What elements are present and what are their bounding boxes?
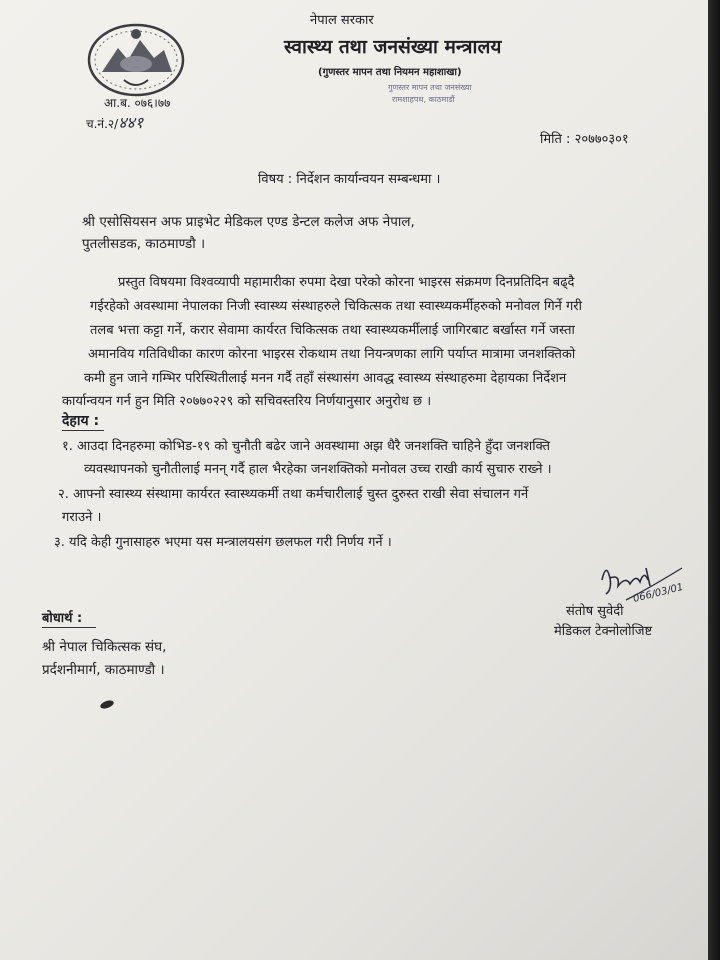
nepal-emblem-icon [84, 20, 188, 100]
cc-underline [42, 627, 96, 628]
ink-spot [99, 699, 115, 710]
body-line: कमी हुन जाने गम्भिर परिस्थितीलाई मनन गर्दै तहाँ संस्थासंग आवद्ध स्वास्थ्य संस्थाहरुमा देहायका निर्देशन [84, 371, 567, 386]
office-stamp [386, 80, 486, 106]
body-line: तलब भत्ता कट्टा गर्ने, करार सेवामा कार्यरत चिकित्सक तथा स्वास्थ्यकर्मीलाई जागिरबाट बर्खास्त गर्ने जस्ता [90, 323, 575, 338]
letter-date: मिति : २०७७०३०१ [540, 132, 629, 147]
body-line: प्रस्तुत विषयमा विश्वव्यापी महामारीका रुपमा देखा परेको कोरना भाइरस संक्रमण दिनप्रतिदिन बढ्दै [118, 275, 575, 290]
cc-label: बोधार्थ : [42, 611, 83, 626]
ministry-heading: स्वास्थ्य तथा जनसंख्या मन्त्रालय [284, 36, 502, 58]
directive-line: १. आउदा दिनहरुमा कोभिड-१९ को चुनौती बढेर जाने अवस्थामा अझ धैरै जनशक्ति चाहिने हुँदा जनशक्ति [62, 439, 551, 454]
division-heading: (गुणस्तर मापन तथा नियमन महाशाखा) [318, 67, 462, 78]
body-line: गईरहेको अवस्थामा नेपालका निजी स्वास्थ्य संस्थाहरुले चिकित्सक तथा स्वास्थ्यकर्मीहरुको मनोवल गिर्ने गरी [90, 299, 582, 314]
signatory-name: संतोष सुवेदी [566, 604, 624, 619]
section-underline [62, 430, 104, 431]
background-edge [708, 0, 720, 960]
svg-text:066/03/01: 066/03/01 [632, 581, 685, 605]
signatory-title: मेडिकल टेक्नोलोजिष्ट [554, 624, 653, 639]
section-heading: देहाय : [62, 413, 100, 429]
directive-line: व्यवस्थापनको चुनौतीलाई मनन् गर्दै हाल भैरहेका जनशक्तिको मनोवल उच्च राखी कार्य सुचारु राख्ने । [84, 462, 552, 477]
handwritten-signature [596, 560, 688, 606]
directive-line: गराउने । [62, 510, 102, 525]
directive-line: २. आफ्नो स्वास्थ्य संस्थामा कार्यरत स्वास्थ्यकर्मी तथा कर्मचारीलाई चुस्त दुरुस्त राखी सेवा संचालन गर्ने [58, 487, 529, 502]
directive-line: ३. यदि केही गुनासाहरु भएमा यस मन्त्रालयसंग छलफल गरी निर्णय गर्ने । [54, 535, 392, 550]
body-line: कार्यान्वयन गर्न हुन मिति २०७७०२२९ को सचिवस्तरिय निर्णयानुसार अनुरोध छ । [62, 394, 432, 409]
ref-number-handwritten: ४४१ [118, 113, 144, 132]
stamp-line-1: गुणस्तर मापन तथा जनसंख्या [388, 83, 472, 92]
cc-line-2: प्रर्दशनीमार्ग, काठमाण्डौ । [42, 662, 165, 678]
fiscal-year: आ.ब. ०७६।७७ [104, 96, 171, 110]
subject-line: विषय : निर्देशन कार्यान्वयन सम्बन्धमा । [258, 172, 441, 187]
stamp-line-2: रामशाहपथ, काठमाडौं [392, 95, 455, 104]
ref-prefix: च.नं.२/ [86, 117, 119, 131]
reference-number [86, 115, 143, 131]
recipient-line-1: श्री एसोसियसन अफ प्राइभेट मेडिकल एण्ड डेन्टल कलेज अफ नेपाल, [82, 214, 415, 230]
recipient-line-2: पुतलीसडक, काठमाण्डौ । [82, 236, 206, 252]
cc-line-1: श्री नेपाल चिकित्सक संघ, [42, 639, 167, 655]
government-heading: नेपाल सरकार [310, 13, 374, 28]
body-line: अमानविय गतिविधीका कारण कोरना भाइरस रोकथाम तथा नियन्त्रणका लागि पर्याप्त मात्रामा जनशक्तिको [88, 347, 576, 362]
